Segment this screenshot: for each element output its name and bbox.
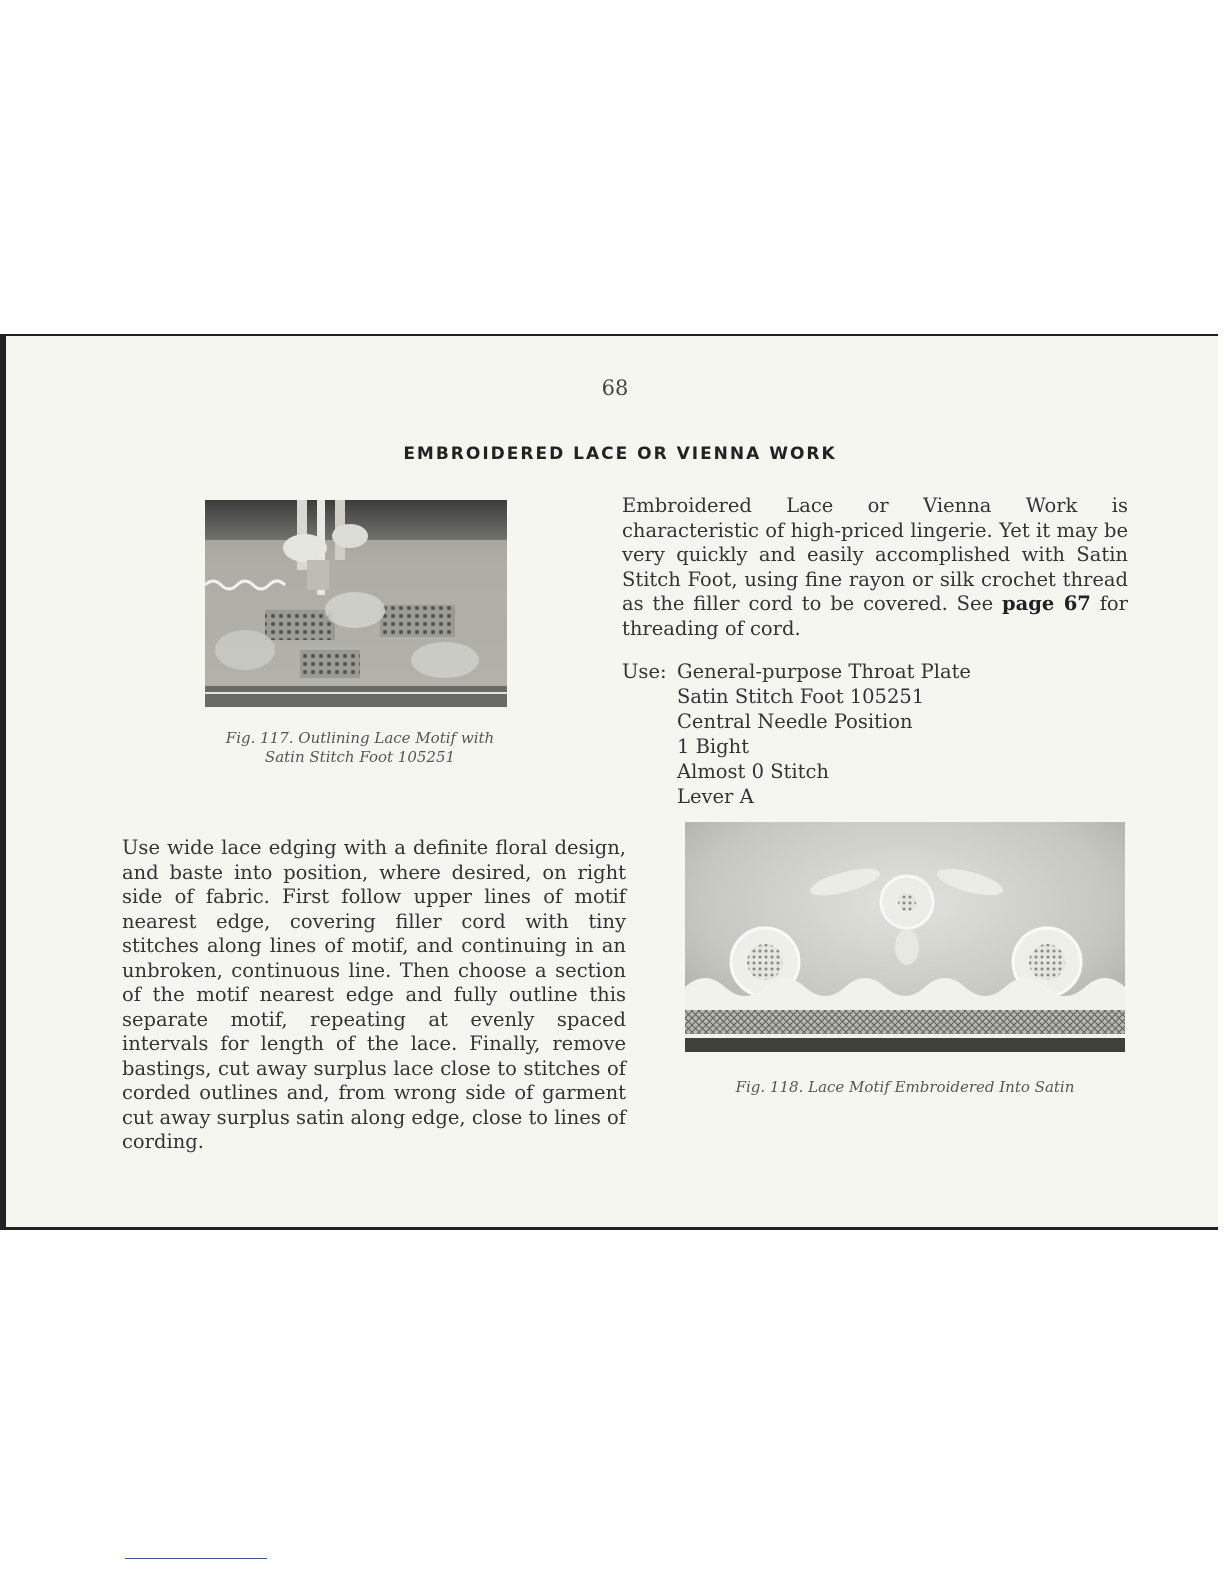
settings-list [677, 659, 1128, 809]
page-reference: page 67 [1001, 592, 1091, 615]
lace-sewing-photo [205, 500, 507, 707]
settings-item: 1 Bight [677, 735, 750, 758]
caption-line: Satin Stitch Foot 105251 [264, 748, 456, 766]
intro-paragraph [622, 494, 1128, 641]
section-title: EMBROIDERED LACE OR VIENNA WORK [403, 444, 837, 464]
lace-satin-photo [685, 822, 1125, 1052]
page-number: 68 [601, 376, 629, 400]
settings-item: Central Needle Position [677, 710, 913, 733]
settings-item: Almost 0 Stitch [677, 760, 829, 783]
divider [125, 1558, 267, 1559]
caption-line: Fig. 117. Outlining Lace Motif with [225, 729, 495, 747]
machine-settings [622, 659, 1128, 809]
settings-item: Satin Stitch Foot 105251 [677, 685, 925, 708]
settings-item: General-purpose Throat Plate [677, 660, 971, 683]
settings-item: Lever A [677, 785, 754, 808]
settings-label: Use: [622, 660, 667, 683]
instructions-paragraph: Use wide lace edging with a definite floral design, and baste into position, where desired, on right side of fabric. First follow upper lines of motif nearest edge, covering filler cord with tiny stitches along lines of motif, and continuing in an unbroken, continuous line. Then choose a section of the motif nearest edge and fully outline this separate motif, repeating at evenly spaced intervals for length of the lace. Finally, remove bastings, cut away surplus lace close to stitches of corded outlines and, from wrong side of garment cut away surplus satin along edge, close to lines of cording. [122, 836, 626, 1153]
figure-117-photo [205, 500, 507, 707]
figure-118-photo [685, 822, 1125, 1052]
intro-text-end: for threading of cord. [622, 592, 1128, 640]
intro-text-start: Embroidered Lace or Vienna Work is characteristic of high-priced lingerie. Yet it may be very quickly and easily accomplished with Satin Stitch Foot, using fine rayon or silk crochet thread as the filler cord to be covered. See [622, 494, 1128, 615]
figure-117-caption [195, 729, 525, 767]
figure-118-caption: Fig. 118. Lace Motif Embroidered Into Satin [735, 1078, 1075, 1096]
